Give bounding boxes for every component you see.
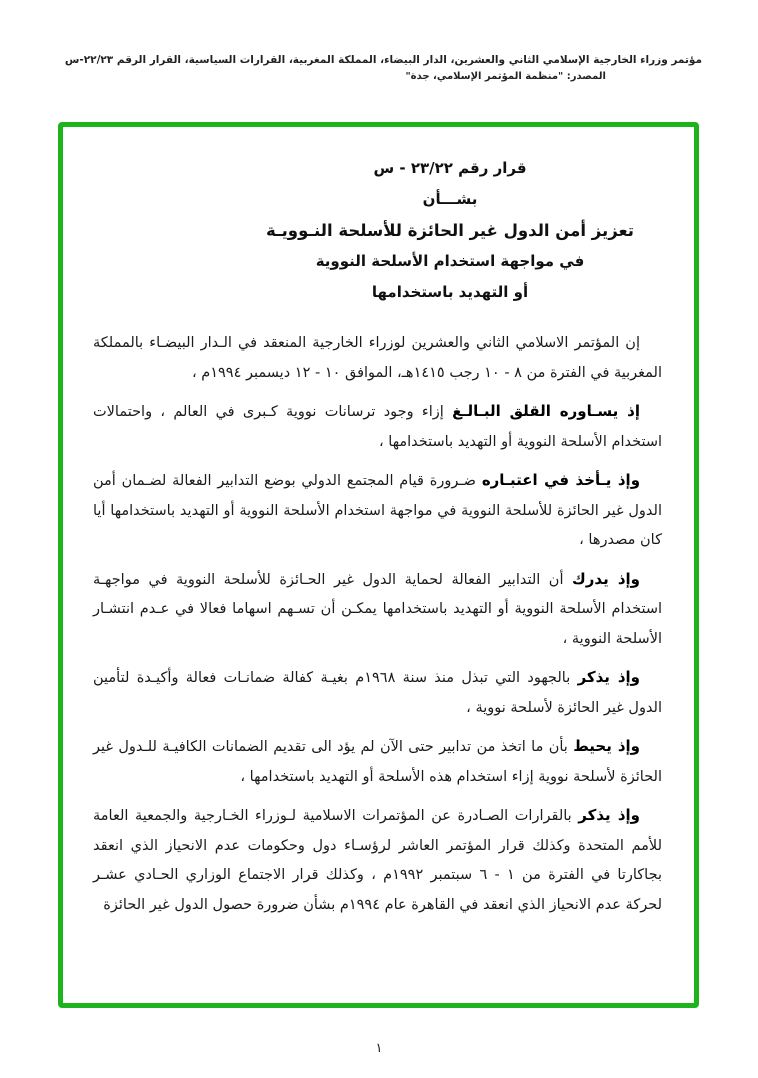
paragraph-concern [93, 397, 662, 457]
resolution-subject-line-2: في مواجهة استخدام الأسلحة النووية [315, 252, 585, 270]
header-source-line: المصدر: "منظمة المؤتمر الإسلامي، جدة" [405, 71, 606, 82]
document-green-frame [58, 122, 699, 1008]
paragraph-lead: وإذ يذكر [577, 668, 641, 686]
paragraph-noting [93, 732, 662, 792]
paragraph-text: إزاء وجود ترسانات نووية كـبرى في العالم ، واحتمالات استخدام الأسلحة النووية أو التهديد باستخدامها ، [93, 404, 662, 450]
paragraph-preamble [93, 328, 662, 388]
resolution-title-block [93, 153, 662, 308]
paragraph-text: ضـرورة قيام المجتمع الدولي بوضع التدابير الفعالة لضـمان أمن الدول غير الحائزة للأسلحة النووية في مواجهة استخدام الأسلحة النووية أو التهديد باستخدامها أيا كان مصدرها ، [93, 473, 662, 548]
document-header [50, 52, 702, 85]
paragraph-lead: وإذ يذكر [578, 806, 640, 824]
paragraph-lead: وإذ يدرك [572, 569, 640, 588]
paragraph-recalling-resolutions [93, 801, 662, 920]
resolution-regarding-line: بشـــأن [422, 190, 478, 208]
paragraph-text: بالجهود التي تبذل منذ سنة ١٩٦٨م بغيـة كفالة ضمانـات فعالة وأكيـدة لتأمين الدول غير الحائزة لأسلحة نووية ، [93, 670, 662, 716]
page-number: ١ [375, 1041, 383, 1056]
paragraph-recalling-efforts [93, 663, 662, 723]
paragraph-lead: وإذ يحيط [573, 737, 641, 755]
paragraph-text: بأن ما اتخذ من تدابير حتى الآن لم يؤد الى تقديم الضمانات الكافيـة للـدول غير الحائزة لأسلحة نووية إزاء استخدام هذه الأسلحة أو التهديد باستخدامها ، [93, 739, 662, 785]
resolution-number-line: قرار رقم ٢٣/٢٢ - س [373, 159, 527, 177]
resolution-content [63, 127, 694, 939]
resolution-subject-line: تعزيز أمن الدول غير الحائزة للأسلحة النـوويـة [265, 221, 635, 240]
paragraph-text: أن التدابير الفعالة لحماية الدول غير الحـائزة للأسلحة النووية في مواجهـة استخدام الأسلحة النووية أو التهديد باستخدامها يمكـن أن تسـهم اسهاما فعالا في عـدم انتشـار الأسلحة النووية ، [93, 571, 662, 647]
paragraph-lead: إذ يسـاوره القلق البـالـغ [452, 402, 640, 420]
paragraph-text: إن المؤتمر الاسلامي الثاني والعشرين لوزراء الخارجية المنعقد في الـدار البيضـاء بالمملكة المغربية في الفترة من ٨ - ١٠ رجب ١٤١٥هـ، الموافق ١٠ - ١٢ ديسمبر ١٩٩٤م ، [93, 335, 662, 381]
header-citation-line: مؤتمر وزراء الخارجية الإسلامي الثاني والعشرين، الدار البيضاء، المملكة المغربية، القرارات السياسية، القرار الرقم ٢٢/٢٣-س [64, 54, 702, 66]
paragraph-text: بالقرارات الصـادرة عن المؤتمرات الاسلامية لـوزراء الخـارجية والجمعية العامة للأمم المتحدة وكذلك قرار المؤتمر العاشر لرؤسـاء دول وحكومات عدم الانحياز الذي انعقد بجاكارتا في الفترة من ١ - ٦ سبتمبر ١٩٩٢م ، وكذلك قرار الاجتماع الوزاري الحـادي عشـر لحركة عدم الانحياز الذي انعقد في القاهرة عام ١٩٩٤م بشأن ضرورة حصول الدول غير الحائزة [93, 808, 662, 913]
resolution-subject-line-3: أو التهديد باستخدامها [371, 283, 529, 301]
paragraph-lead: وإذ يـأخذ في اعتبـاره [481, 471, 641, 489]
paragraph-awareness [93, 565, 662, 655]
paragraph-consideration [93, 466, 662, 556]
